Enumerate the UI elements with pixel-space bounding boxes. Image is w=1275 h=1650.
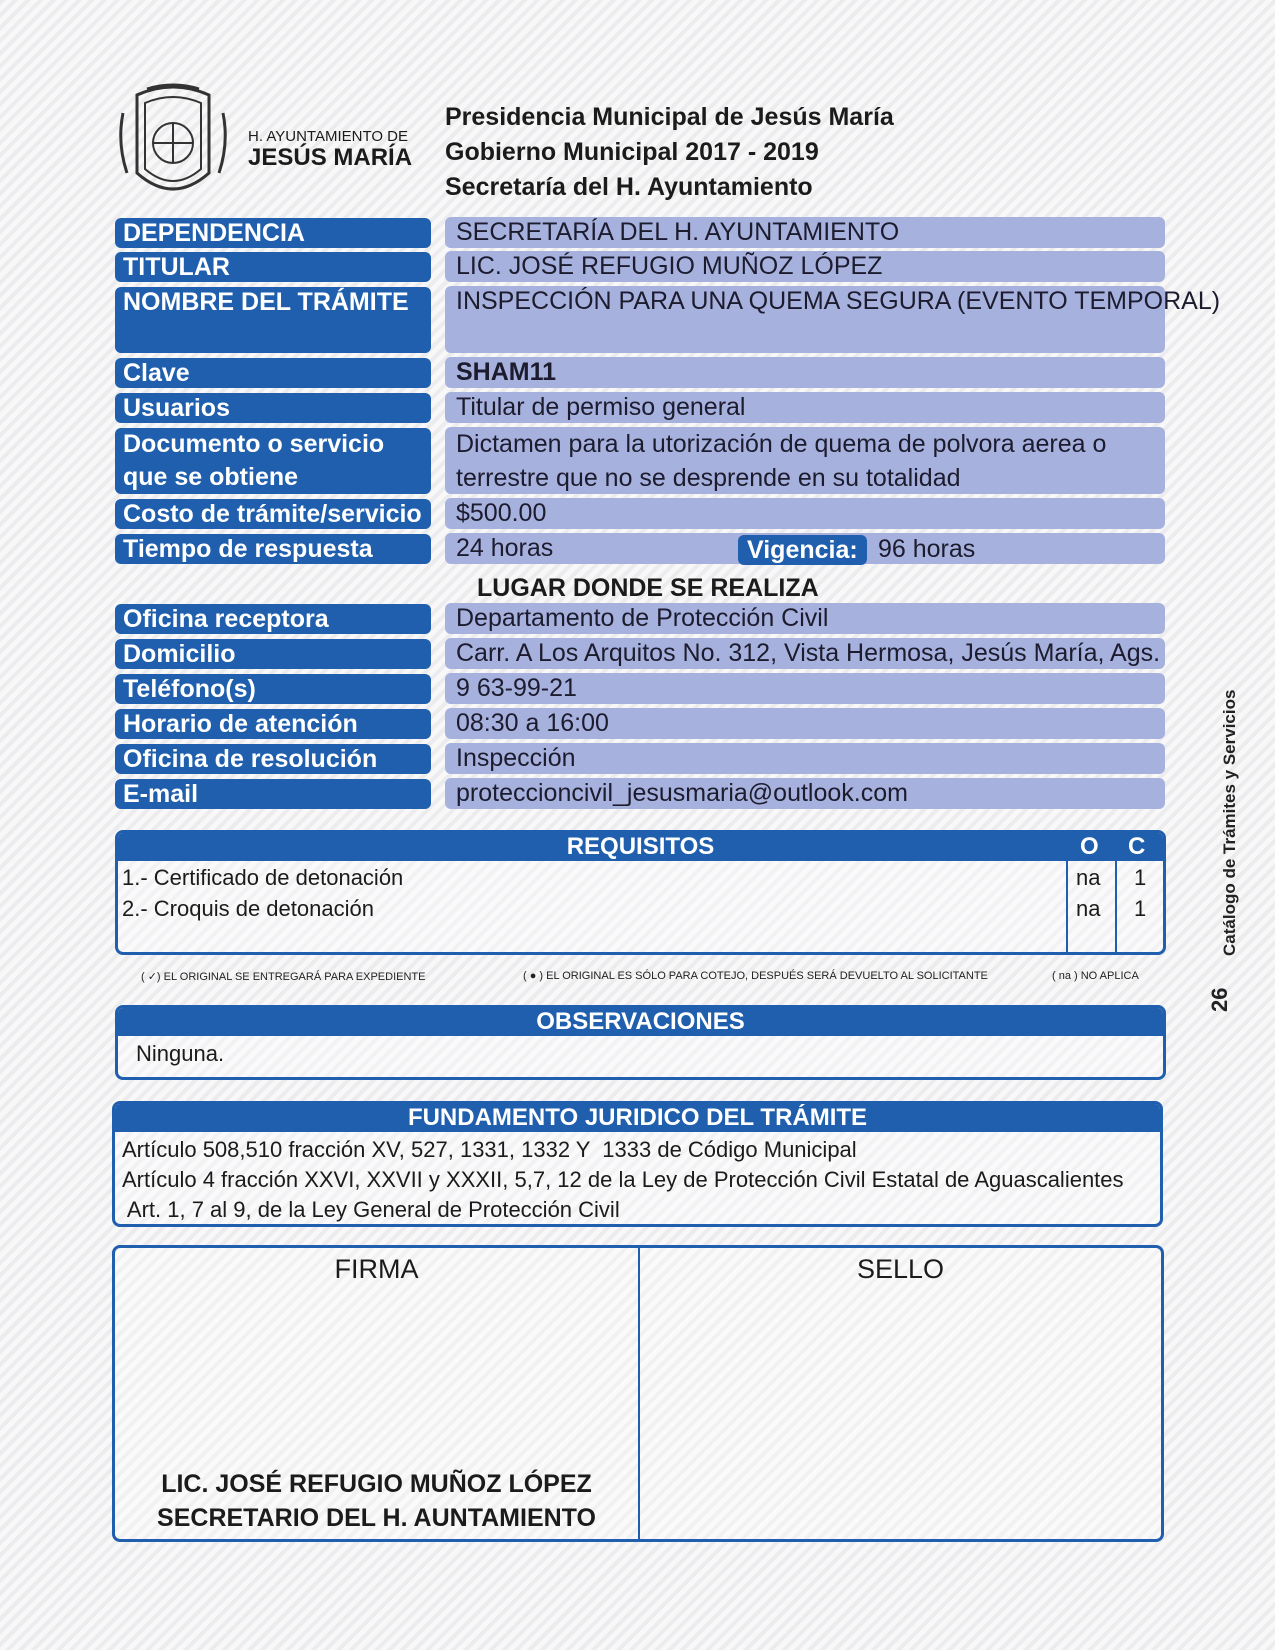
requisitos-title: REQUISITOS [566,833,715,860]
fundamento-line-3: Art. 1, 7 al 9, de la Ley General de Protección Civil [122,1197,620,1222]
value-dependencia: SECRETARÍA DEL H. AYUNTAMIENTO [445,217,1165,248]
requisito-item-1-o: na [1076,865,1101,890]
observaciones-box [115,1005,1166,1080]
label-documento-line2: que se obtiene [123,463,299,491]
value-documento-line2: terrestre que no se desprende en su totalidad [456,464,961,492]
firma-sello-box [112,1245,1164,1542]
label-usuarios: Usuarios [115,393,431,423]
label-oficina-receptora: Oficina receptora [115,604,431,634]
requisito-item-1-c: 1 [1134,865,1147,890]
logo-text-line1: H. AYUNTAMIENTO DE [248,128,409,145]
value-documento-line1: Dictamen para la utorización de quema de polvora aerea o [456,430,1107,458]
requisito-item-2: 2.- Croquis de detonación [122,896,374,921]
label-clave: Clave [115,358,431,388]
label-email: E-mail [115,779,431,809]
legend-no-aplica: ( na ) NO APLICA [1052,970,1139,982]
lugar-heading: LUGAR DONDE SE REALIZA [477,574,819,602]
value-oficina-resolucion: Inspección [445,743,1165,774]
logo-text-line2: JESÚS MARÍA [248,144,413,171]
label-telefono: Teléfono(s) [115,674,431,704]
municipal-seal-logo [117,83,229,203]
label-domicilio: Domicilio [115,639,431,669]
fundamento-line-1: Artículo 508,510 fracción XV, 527, 1331, 1332 Y 1333 de Código Municipal [122,1137,857,1162]
label-horario: Horario de atención [115,709,431,739]
value-clave: SHAM11 [445,357,1165,388]
label-documento [115,428,431,494]
fundamento-title: FUNDAMENTO JURIDICO DEL TRÁMITE [115,1104,1160,1132]
requisitos-col-o: O [1080,833,1099,860]
label-tiempo: Tiempo de respuesta [115,534,431,564]
value-titular: LIC. JOSÉ REFUGIO MUÑOZ LÓPEZ [445,251,1165,282]
legend-original-expediente: ( ✓) EL ORIGINAL SE ENTREGARÁ PARA EXPEDIENTE [141,971,426,983]
label-dependencia: DEPENDENCIA [115,218,431,248]
label-nombre-tramite: NOMBRE DEL TRÁMITE [115,287,431,353]
fundamento-line-2: Artículo 4 fracción XXVI, XXVII y XXXII, 5,7, 12 de la Ley de Protección Civil Estatal de Aguascalientes [122,1167,1124,1192]
value-telefono: 9 63-99-21 [445,673,1165,704]
label-documento-line1: Documento o servicio [123,430,385,458]
firma-label: FIRMA [334,1254,419,1284]
sello-label: SELLO [856,1254,945,1284]
value-oficina-receptora: Departamento de Protección Civil [445,603,1165,634]
label-oficina-resolucion: Oficina de resolución [115,744,431,774]
value-domicilio: Carr. A Los Arquitos No. 312, Vista Hermosa, Jesús María, Ags. [445,638,1165,669]
requisito-item-2-c: 1 [1134,896,1147,921]
label-titular: TITULAR [115,252,431,282]
header-title-1: Presidencia Municipal de Jesús María [445,103,894,131]
vigencia-value: 96 horas [878,535,976,563]
legend-original-cotejo: ( ● ) EL ORIGINAL ES SÓLO PARA COTEJO, DESPUÉS SERÁ DEVUELTO AL SOLICITANTE [523,970,988,982]
header-title-2: Gobierno Municipal 2017 - 2019 [445,138,819,166]
side-page-number: 26 [1207,987,1232,1012]
label-costo: Costo de trámite/servicio [115,499,431,529]
requisitos-box [115,830,1166,955]
value-email[interactable]: proteccioncivil_jesusmaria@outlook.com [445,778,1165,809]
requisitos-divider-1 [1066,861,1068,955]
header-title-3: Secretaría del H. Ayuntamiento [445,173,813,201]
vigencia-label: Vigencia: [738,535,867,565]
firma-sello-divider [638,1248,640,1539]
value-costo: $500.00 [445,498,1165,529]
requisitos-header [118,833,1163,861]
requisitos-divider-2 [1115,861,1117,955]
value-nombre-tramite: INSPECCIÓN PARA UNA QUEMA SEGURA (EVENTO TEMPORAL) [445,286,1165,353]
requisito-item-2-o: na [1076,896,1101,921]
value-documento [445,427,1165,494]
signatory-name: LIC. JOSÉ REFUGIO MUÑOZ LÓPEZ [161,1470,592,1498]
signatory-position: SECRETARIO DEL H. AUNTAMIENTO [157,1504,596,1532]
observaciones-text: Ninguna. [136,1041,225,1066]
observaciones-title: OBSERVACIONES [118,1008,1163,1036]
value-tiempo-text: 24 horas [456,534,554,562]
fundamento-box [112,1101,1163,1227]
value-usuarios: Titular de permiso general [445,392,1165,423]
value-horario: 08:30 a 16:00 [445,708,1165,739]
requisito-item-1: 1.- Certificado de detonación [122,865,404,890]
side-catalog-title: Catálogo de Trámites y Servicios [1220,689,1239,956]
requisitos-col-c: C [1128,833,1146,860]
